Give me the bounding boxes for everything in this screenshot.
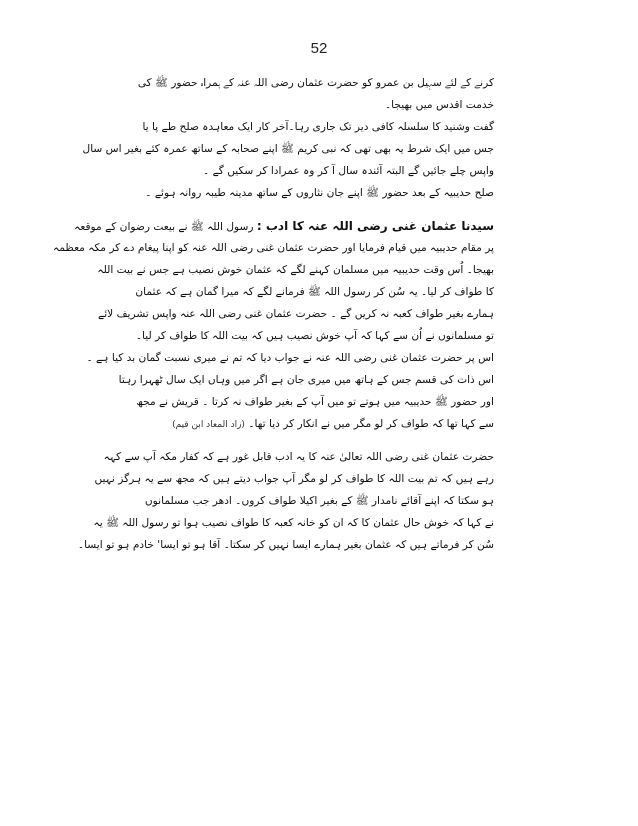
- paragraph: [77, 446, 494, 556]
- text-line: صلح حدیبیہ کے بعد حضور ﷺ اپنے جان نثاروں کے ساتھ مدینہ طیبہ روانہ ہوئے ۔: [145, 187, 494, 199]
- paragraph: [53, 215, 494, 435]
- text-line: اس ذات کی قسم جس کے ہاتھ میں میری جان ہے اگر میں وہاں ایک سال ٹھہرا رہتا: [118, 374, 494, 386]
- page-body: [53, 72, 494, 556]
- text-line: ہمارے بغیر طواف کعبہ نہ کریں گے ۔ حضرت عثمان غنی رضی اللہ عنہ واپس تشریف لائے: [98, 308, 494, 320]
- text-line: ہو سکتا کہ اپنے آقائے نامدار ﷺ کے بغیر اکیلا طواف کروں۔ ادھر جب مسلمانوں: [144, 495, 494, 507]
- text-line: گفت وشنید کا سلسلہ کافی دیر تک جاری رہا۔آخر کار ایک معاہدہ صلح طے پا یا: [142, 121, 494, 133]
- page-number: 52: [310, 40, 328, 57]
- text-line: [150, 413, 494, 435]
- text-line: اور حضور ﷺ حدیبیہ میں ہوتے تو میں آپ کے بغیر طواف نہ کرتا ۔ قریش نے مجھ: [136, 396, 494, 408]
- section-heading-line: [74, 215, 494, 237]
- reference-citation: (زاد المعاد ابن قیم): [172, 420, 245, 430]
- text-line: رہے ہیں کہ تم بیت اللہ کا طواف کر لو مگر آپ جواب دیتے ہیں کہ مجھ سے یہ ہرگز نہیں: [94, 473, 494, 485]
- text-line: بھیجا۔ اُس وقت حدیبیہ میں مسلمان کہنے لگے کہ عثمان خوش نصیب ہے جس نے بیت اللہ: [97, 264, 494, 276]
- text-line: اس پر حضرت عثمان غنی رضی اللہ عنہ نے جواب دیا کہ تم نے میری نسبت گمان بد کیا ہے ۔: [86, 352, 494, 364]
- text-line: کا طواف کر لیا۔ یہ سُن کر رسول اللہ ﷺ فرمانے لگے کہ میرا گمان ہے کہ عثمان: [135, 286, 494, 298]
- text-line: حضرت عثمان غنی رضی اللہ تعالیٰ عنہ کا یہ ادب قابل غور ہے کہ کفار مکہ آپ سے کہہ: [103, 451, 494, 463]
- text-line: جس میں ایک شرط یہ بھی تھی کہ نبی کریم ﷺ اپنے صحابہ کے ساتھ عمرہ کئے بغیر اس سال: [82, 143, 494, 155]
- text-line: پر مقام حدیبیہ میں قیام فرمایا اور حضرت عثمان غنی رضی اللہ عنہ کو اپنا پیغام دے کر مکہ معظمہ: [53, 242, 494, 254]
- text-line: نے کہا کہ خوش حال عثمان کا کہ ان کو خانہ کعبہ کا طواف نصیب ہوا تو رسول اللہ ﷺ یہ: [93, 517, 494, 529]
- text-line-content: سے کہا تھا کہ طواف کر لو مگر میں نے انکار کر دیا تھا۔: [248, 418, 494, 430]
- paragraph: [137, 72, 494, 116]
- heading-continuation: رسول اللہ ﷺ نے بیعت رضوان کے موقعہ: [74, 221, 254, 233]
- section-heading: سیدنا عثمان غنی رضی اللہ عنہ کا ادب :: [256, 219, 494, 233]
- paragraph: [82, 116, 494, 204]
- text-line: تو مسلمانوں نے اُن سے کہا کہ آپ خوش نصیب ہیں کہ بیت اللہ کا طواف کر لیا۔: [135, 330, 494, 342]
- text-line: سُن کر فرماتے ہیں کہ عثمان بغیر ہمارے ایسا نہیں کر سکتا۔ آقا ہو تو ایسا' خادم ہو تو ایسا۔: [77, 539, 494, 551]
- text-line: واپس چلے جائیں گے البتہ آئندہ سال آ کر وہ عمرادا کر سکیں گے ۔: [203, 165, 494, 177]
- text-line: کرنے کے لئے سہیل بن عمرو کو حضرت عثمان رضی اللہ عنہ کے ہمراہ حضور ﷺ کی: [137, 77, 494, 89]
- text-line: خدمت اقدس میں بھیجا۔: [384, 99, 494, 111]
